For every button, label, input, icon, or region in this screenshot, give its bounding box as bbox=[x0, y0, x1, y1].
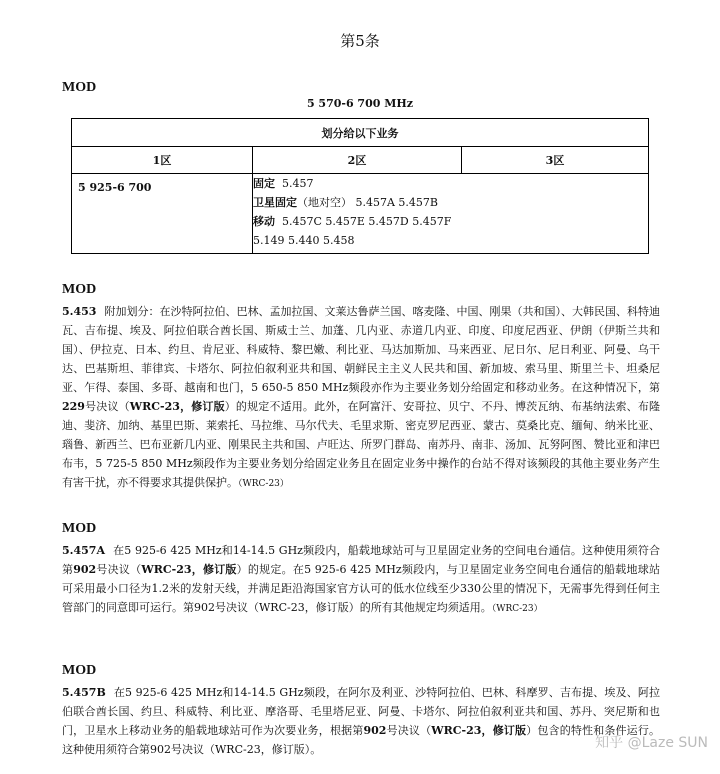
region-3: 3区 bbox=[462, 147, 649, 174]
footnote-5-457b: 5.457B 在5 925-6 425 MHz和14-14.5 GHz频段，在阿尔及利亚、沙特阿拉伯、巴林、科摩罗、吉布提、埃及、阿拉伯联合酋长国、约旦、科威特、利比亚、摩洛哥、毛里塔尼亚、阿曼、卡塔尔、阿拉伯叙利亚共和国、苏丹、突尼斯和也门，卫星水上移动业务的船载地球站可作为次要业务，根据第902号决议（WRC-23，修订版）包含的特性和条件运行。这种使用须符合第902号决议（WRC-23，修订版）。 bbox=[62, 686, 661, 756]
band-title: 5 570-6 700 MHz bbox=[306, 97, 414, 110]
services-cell bbox=[253, 174, 649, 254]
mod-label: MOD bbox=[62, 282, 97, 297]
service-line: 移动 5.457C 5.457E 5.457D 5.457F bbox=[253, 215, 452, 228]
service-line: 卫星固定（地对空） 5.457A 5.457B bbox=[253, 196, 439, 209]
service-line: 固定 5.457 bbox=[253, 177, 314, 190]
mod-label: MOD bbox=[62, 80, 97, 95]
watermark: 知乎 @Laze SUN bbox=[595, 735, 708, 751]
allocation-table bbox=[71, 118, 649, 254]
region-2: 2区 bbox=[253, 147, 462, 174]
mod-label: MOD bbox=[62, 663, 97, 678]
page-title: 第5条 bbox=[340, 32, 380, 50]
region-1: 1区 bbox=[72, 147, 253, 174]
mod-label: MOD bbox=[62, 521, 97, 536]
table-header: 划分给以下业务 bbox=[72, 119, 649, 147]
band-range: 5 925-6 700 bbox=[72, 174, 253, 254]
footnote-5-457a: 5.457A 在5 925-6 425 MHz和14-14.5 GHz频段内，船载地球站可与卫星固定业务的空间电台通信。这种使用须符合第902号决议（WRC-23，修订版）的规定。在5 925-6 425 MHz频段内，与卫星固定业务空间电台通信的船载地球站可采用最小口径为1.2米的发射天线，并满足距沿海国家官方认可的低水位线至少330公里的情况下，无需事先得到任何主管部门的同意即可运行。第902号决议（WRC-23，修订版）的所有其他规定均须适用。（WRC-23） bbox=[62, 544, 660, 614]
service-line: 5.149 5.440 5.458 bbox=[253, 234, 355, 247]
footnote-5-453: 5.453 附加划分：在沙特阿拉伯、巴林、孟加拉国、文莱达鲁萨兰国、喀麦隆、中国、刚果（共和国）、大韩民国、科特迪瓦、吉布提、埃及、阿拉伯联合酋长国、斯威士兰、加蓬、几内亚、赤道几内亚、印度、印度尼西亚、伊朗（伊斯兰共和国）、伊拉克、日本、约旦、肯尼亚、科威特、黎巴嫩、利比亚、马达加斯加、马来西亚、尼日尔、尼日利亚、阿曼、乌干达、巴基斯坦、菲律宾、卡塔尔、阿拉伯叙利亚共和国、朝鲜民主主义人民共和国、新加坡、索马里、斯里兰卡、坦桑尼亚、乍得、泰国、多哥、越南和也门，5 650-5 850 MHz频段亦作为主要业务划分给固定和移动业务。在这种情况下，第229号决议（WRC-23，修订版）的规定不适用。此外，在阿富汗、安哥拉、贝宁、不丹、博茨瓦纳、布基纳法索、布隆迪、斐济、加纳、基里巴斯、莱索托、马拉维、马尔代夫、毛里求斯、密克罗尼西亚、蒙古、莫桑比克、缅甸、纳米比亚、瑙鲁、新西兰、巴布亚新几内亚、刚果民主共和国、卢旺达、所罗门群岛、南苏丹、南非、汤加、瓦努阿图、赞比亚和津巴布韦，5 725-5 850 MHz频段作为主要业务划分给固定业务且在固定业务中操作的台站不得对该频段的其他主要业务产生有害干扰，亦不得要求其提供保护。（WRC-23） bbox=[62, 305, 661, 489]
